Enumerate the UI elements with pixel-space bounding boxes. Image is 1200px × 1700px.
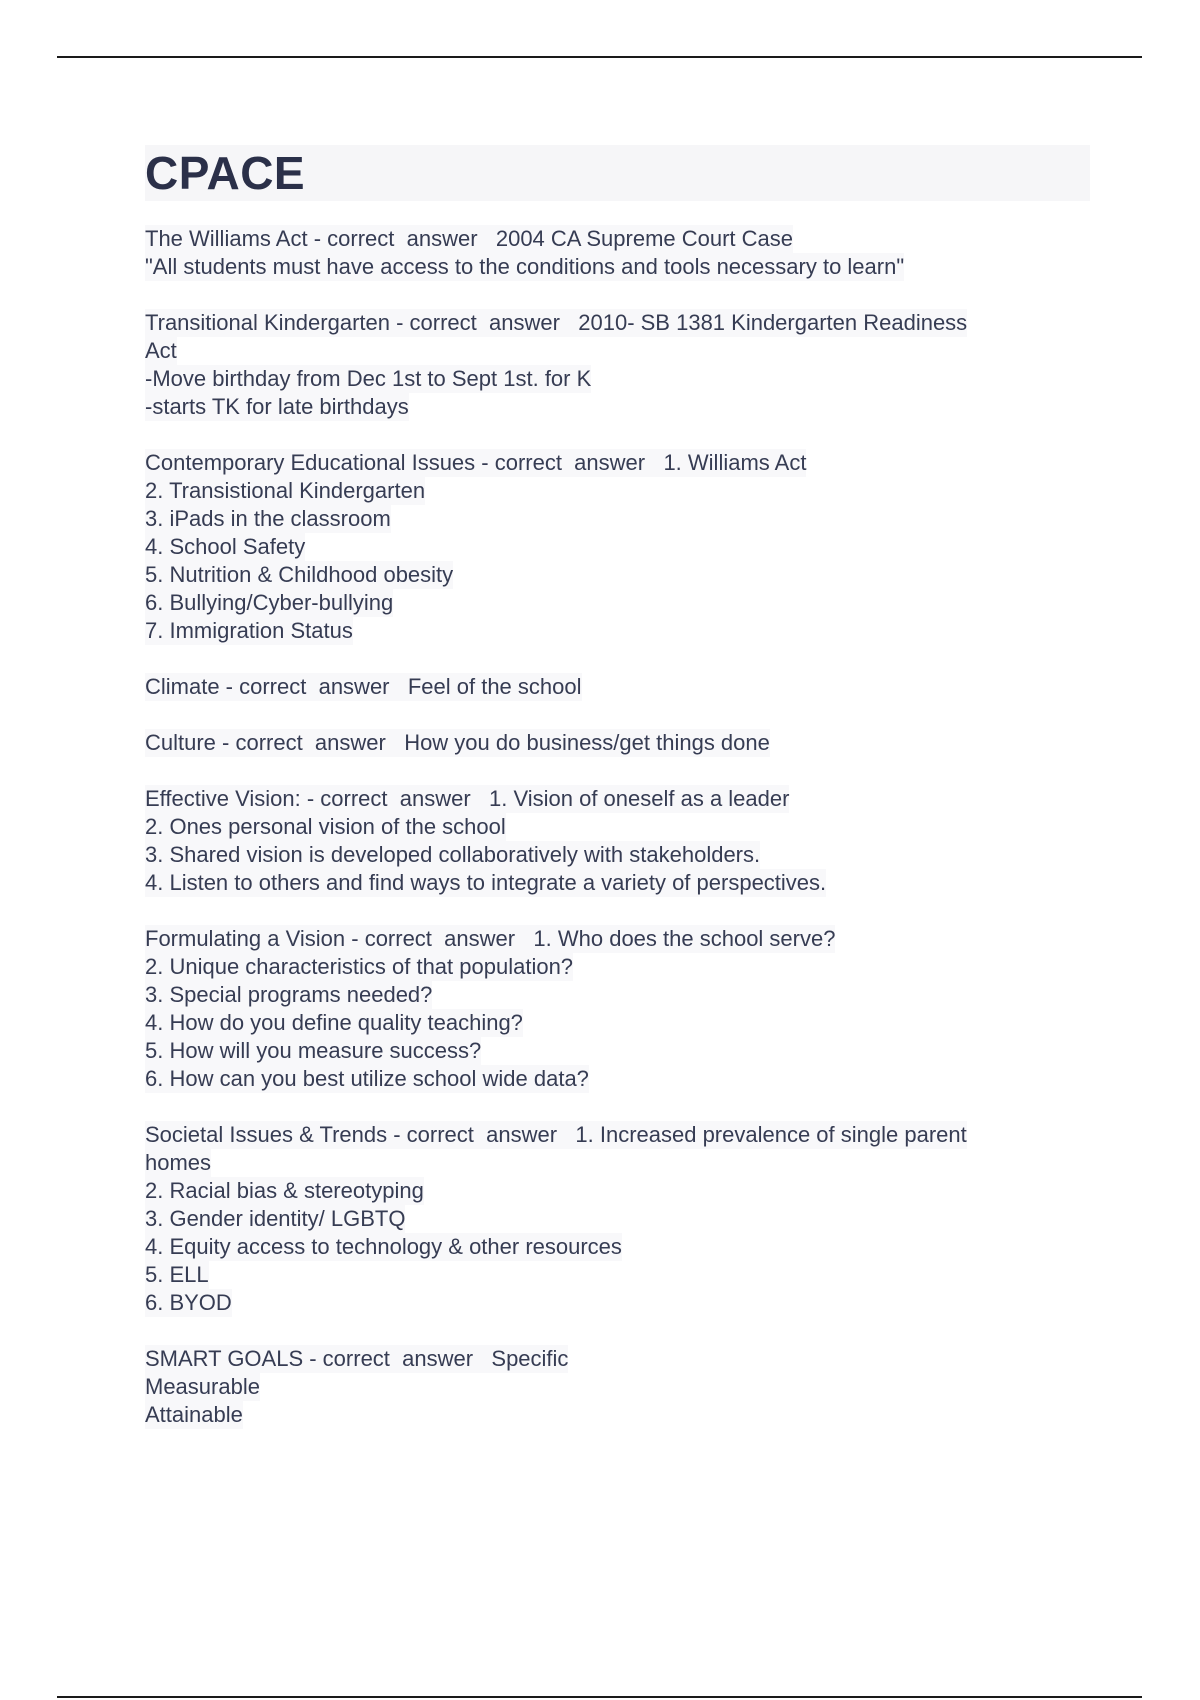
entry-line: Formulating a Vision - correct answer 1. Who does the school serve? — [145, 926, 836, 951]
entry-line: 5. ELL — [145, 1262, 209, 1287]
entry-line: 2. Racial bias & stereotyping — [145, 1178, 424, 1203]
entry-line: 4. Listen to others and find ways to integrate a variety of perspectives. — [145, 870, 827, 895]
entry-line: 2. Transistional Kindergarten — [145, 478, 426, 503]
entry-culture — [145, 729, 1090, 757]
entry-line: 2. Unique characteristics of that population? — [145, 954, 574, 979]
entry-line: 5. How will you measure success? — [145, 1038, 482, 1063]
entry-line: Measurable — [145, 1374, 260, 1399]
entry-effective-vision — [145, 785, 1090, 897]
entry-line: 3. Special programs needed? — [145, 982, 433, 1007]
entry-line: 3. Gender identity/ LGBTQ — [145, 1206, 406, 1231]
entry-line: homes — [145, 1150, 212, 1175]
entry-line: Attainable — [145, 1402, 243, 1427]
entry-line: Act — [145, 338, 177, 363]
document-body — [145, 145, 1090, 1457]
entry-williams-act — [145, 225, 1090, 281]
entry-line: 2. Ones personal vision of the school — [145, 814, 506, 839]
entry-line: "All students must have access to the conditions and tools necessary to learn" — [145, 254, 905, 279]
entry-line: 6. Bullying/Cyber-bullying — [145, 590, 394, 615]
entry-line: Transitional Kindergarten - correct answer 2010- SB 1381 Kindergarten Readiness — [145, 310, 968, 335]
entry-line: 6. BYOD — [145, 1290, 232, 1315]
entry-line: 4. How do you define quality teaching? — [145, 1010, 523, 1035]
entry-societal-issues — [145, 1121, 1090, 1317]
entry-contemporary-issues — [145, 449, 1090, 645]
entry-line: Contemporary Educational Issues - correct answer 1. Williams Act — [145, 450, 807, 475]
entry-climate — [145, 673, 1090, 701]
entry-smart-goals — [145, 1345, 1090, 1429]
entry-line: 4. Equity access to technology & other resources — [145, 1234, 622, 1259]
entry-line: Effective Vision: - correct answer 1. Vision of oneself as a leader — [145, 786, 790, 811]
entry-line: 3. iPads in the classroom — [145, 506, 391, 531]
entry-formulating-vision — [145, 925, 1090, 1093]
top-rule — [57, 56, 1142, 58]
entry-line: 5. Nutrition & Childhood obesity — [145, 562, 454, 587]
bottom-rule — [57, 1696, 1142, 1698]
entry-line: Culture - correct answer How you do business/get things done — [145, 730, 770, 755]
entry-line: SMART GOALS - correct answer Specific — [145, 1346, 569, 1371]
entry-line: The Williams Act - correct answer 2004 CA Supreme Court Case — [145, 226, 794, 251]
entry-line: 7. Immigration Status — [145, 618, 353, 643]
title-band — [145, 145, 1090, 201]
entry-line: 3. Shared vision is developed collaboratively with stakeholders. — [145, 842, 761, 867]
entry-line: 4. School Safety — [145, 534, 306, 559]
document-title: CPACE — [145, 147, 306, 199]
entry-line: Climate - correct answer Feel of the school — [145, 674, 582, 699]
entry-line: -starts TK for late birthdays — [145, 394, 409, 419]
entry-line: Societal Issues & Trends - correct answer 1. Increased prevalence of single parent — [145, 1122, 967, 1147]
entry-transitional-kindergarten — [145, 309, 1090, 421]
entry-line: -Move birthday from Dec 1st to Sept 1st. for K — [145, 366, 592, 391]
entry-line: 6. How can you best utilize school wide data? — [145, 1066, 589, 1091]
